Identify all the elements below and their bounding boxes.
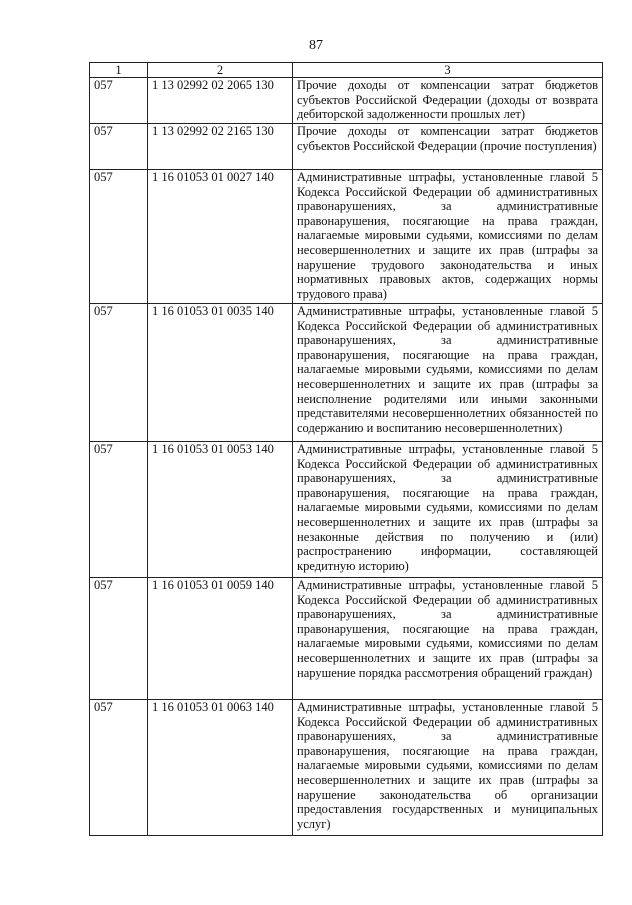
- table-header-row: [90, 63, 603, 78]
- admin-code-cell: 057: [90, 124, 148, 170]
- table-row: [90, 124, 603, 170]
- description-cell: Прочие доходы от компенсации затрат бюджетов субъектов Российской Федерации (прочие поступления): [293, 124, 603, 170]
- description-cell: Административные штрафы, установленные главой 5 Кодекса Российской Федерации об административных правонарушениях, за административные правонарушения, посягающие на права граждан, налагаемые мировыми судьями, комиссиями по делам несовершеннолетних и защите их прав (штрафы за нарушение трудового законодательства и иных нормативных правовых актов, содержащих нормы трудового права): [293, 170, 603, 304]
- budget-code-cell: 1 16 01053 01 0063 140: [148, 700, 293, 836]
- budget-code-cell: 1 13 02992 02 2065 130: [148, 78, 293, 124]
- admin-code-cell: 057: [90, 578, 148, 700]
- description-cell: Административные штрафы, установленные главой 5 Кодекса Российской Федерации об административных правонарушениях, за административные правонарушения, посягающие на права граждан, налагаемые мировыми судьями, комиссиями по делам несовершеннолетних и защите их прав (штрафы за неисполнение родителями или иными законными представителями несовершеннолетних обязанностей по содержанию и воспитанию несовершеннолетних): [293, 304, 603, 442]
- budget-code-cell: 1 13 02992 02 2165 130: [148, 124, 293, 170]
- page-number: 87: [309, 38, 323, 53]
- budget-code-cell: 1 16 01053 01 0053 140: [148, 442, 293, 578]
- admin-code-cell: 057: [90, 304, 148, 442]
- description-cell: Административные штрафы, установленные главой 5 Кодекса Российской Федерации об административных правонарушениях, за административные правонарушения, посягающие на права граждан, налагаемые мировыми судьями, комиссиями по делам несовершеннолетних и защите их прав (штрафы за нарушение порядка рассмотрения обращений граждан): [293, 578, 603, 700]
- table-row: [90, 578, 603, 700]
- description-cell: Административные штрафы, установленные главой 5 Кодекса Российской Федерации об административных правонарушениях, за административные правонарушения, посягающие на права граждан, налагаемые мировыми судьями, комиссиями по делам несовершеннолетних и защите их прав (штрафы за незаконные действия по получению и (или) распространению информации, составляющей кредитную историю): [293, 442, 603, 578]
- column-header-2: 2: [148, 63, 293, 78]
- table-row: [90, 442, 603, 578]
- description-cell: Административные штрафы, установленные главой 5 Кодекса Российской Федерации об административных правонарушениях, за административные правонарушения, посягающие на права граждан, налагаемые мировыми судьями, комиссиями по делам несовершеннолетних и защите их прав (штрафы за нарушение законодательства об организации предоставления государственных и муниципальных услуг): [293, 700, 603, 836]
- column-header-1: 1: [90, 63, 148, 78]
- budget-code-cell: 1 16 01053 01 0027 140: [148, 170, 293, 304]
- admin-code-cell: 057: [90, 700, 148, 836]
- admin-code-cell: 057: [90, 78, 148, 124]
- column-header-3: 3: [293, 63, 603, 78]
- table-row: [90, 304, 603, 442]
- budget-code-cell: 1 16 01053 01 0059 140: [148, 578, 293, 700]
- admin-code-cell: 057: [90, 442, 148, 578]
- table-row: [90, 78, 603, 124]
- admin-code-cell: 057: [90, 170, 148, 304]
- income-codes-table: [89, 62, 603, 836]
- description-cell: Прочие доходы от компенсации затрат бюджетов субъектов Российской Федерации (доходы от возврата дебиторской задолженности прошлых лет): [293, 78, 603, 124]
- table-row: [90, 700, 603, 836]
- budget-code-cell: 1 16 01053 01 0035 140: [148, 304, 293, 442]
- table-row: [90, 170, 603, 304]
